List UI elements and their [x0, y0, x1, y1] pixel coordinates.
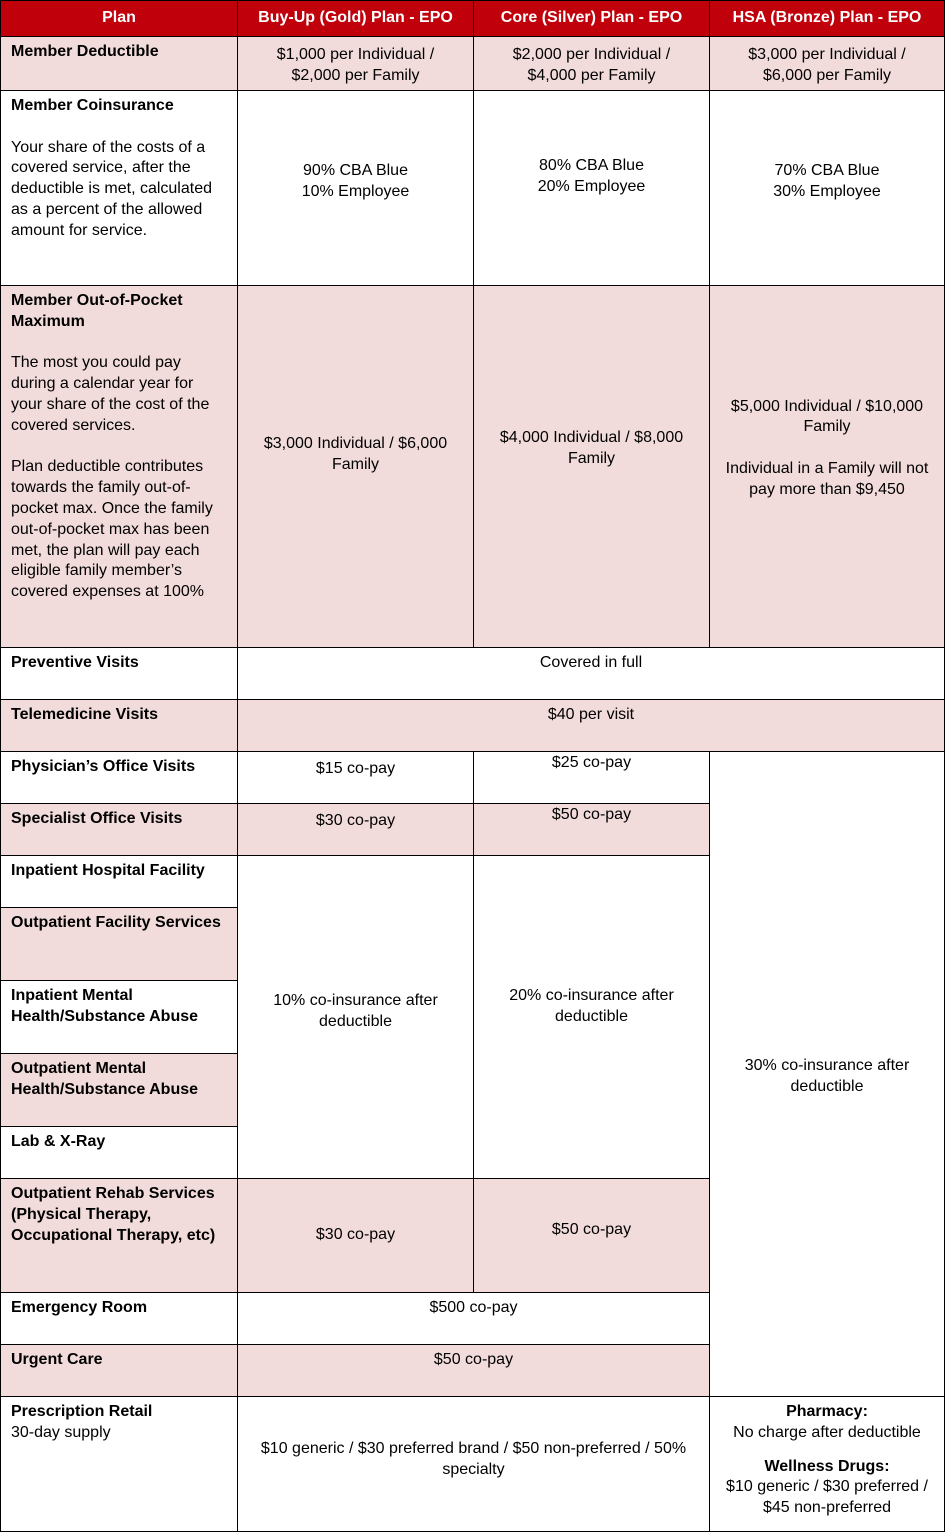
coinsurance-silver: 80% CBA Blue 20% Employee — [473, 90, 710, 286]
row-label-deductible: Member Deductible — [0, 36, 238, 91]
wellness-drugs-title: Wellness Drugs: — [764, 1457, 890, 1475]
header-bronze-plan: HSA (Bronze) Plan - EPO — [709, 0, 945, 37]
prescription-title: Prescription Retail — [11, 1403, 153, 1420]
coinsurance-bronze: 70% CBA Blue 30% Employee — [709, 90, 945, 286]
row-label-outpatient-mental-health: Outpatient Mental Health/Substance Abuse — [0, 1053, 238, 1127]
header-silver-plan: Core (Silver) Plan - EPO — [473, 0, 710, 37]
prescription-bronze — [709, 1396, 945, 1532]
oop-description-1: The most you could pay during a calendar year for your share of the cost of the covered services. — [11, 354, 210, 434]
specialist-silver: $50 co-pay — [473, 803, 710, 856]
telemedicine-all-plans: $40 per visit — [237, 699, 945, 752]
row-label-inpatient-mental-health: Inpatient Mental Health/Substance Abuse — [0, 980, 238, 1054]
coinsurance-title: Member Coinsurance — [11, 97, 174, 114]
row-label-coinsurance — [0, 90, 238, 286]
pharmacy-title: Pharmacy: — [786, 1403, 868, 1420]
rehab-silver: $50 co-pay — [473, 1178, 710, 1293]
row-label-outpatient-facility: Outpatient Facility Services — [0, 907, 238, 981]
oop-bronze — [709, 285, 945, 648]
row-label-emergency-room: Emergency Room — [0, 1292, 238, 1345]
bronze-group-coinsurance: 30% co-insurance after deductible — [709, 751, 945, 1397]
pharmacy-text: No charge after deductible — [733, 1423, 921, 1441]
row-label-specialist: Specialist Office Visits — [0, 803, 238, 856]
row-label-urgent-care: Urgent Care — [0, 1344, 238, 1397]
row-label-telemedicine: Telemedicine Visits — [0, 699, 238, 752]
header-gold-plan: Buy-Up (Gold) Plan - EPO — [237, 0, 474, 37]
oop-bronze-family-note: Individual in a Family will not pay more than $9,450 — [725, 459, 929, 498]
emergency-room-gold-silver: $500 co-pay — [237, 1292, 710, 1345]
deductible-gold: $1,000 per Individual / $2,000 per Family — [237, 36, 474, 91]
facility-group-silver: 20% co-insurance after deductible — [473, 855, 710, 1179]
row-label-lab-xray: Lab & X-Ray — [0, 1126, 238, 1179]
row-label-outpatient-rehab: Outpatient Rehab Services (Physical Therapy, Occupational Therapy, etc) — [0, 1178, 238, 1293]
prescription-subtitle: 30-day supply — [11, 1423, 111, 1441]
coinsurance-gold: 90% CBA Blue 10% Employee — [237, 90, 474, 286]
physician-silver: $25 co-pay — [473, 751, 710, 804]
deductible-silver: $2,000 per Individual / $4,000 per Family — [473, 36, 710, 91]
header-plan: Plan — [0, 0, 238, 37]
oop-bronze-limit: $5,000 Individual / $10,000 Family — [730, 397, 924, 436]
wellness-drugs-text: $10 generic / $30 preferred / $45 non-preferred — [726, 1478, 928, 1517]
facility-group-gold: 10% co-insurance after deductible — [237, 855, 474, 1179]
preventive-all-plans: Covered in full — [237, 647, 945, 700]
rehab-gold: $30 co-pay — [237, 1178, 474, 1293]
physician-gold: $15 co-pay — [237, 751, 474, 804]
urgent-care-gold-silver: $50 co-pay — [237, 1344, 710, 1397]
oop-description-2: Plan deductible contributes towards the family out-of-pocket max. Once the family out-of-pocket max has been met, the plan will pay each eligible family member’s covered expenses at 100% — [11, 458, 213, 601]
prescription-gold-silver: $10 generic / $30 preferred brand / $50 non-preferred / 50% specialty — [237, 1396, 710, 1532]
coinsurance-description: Your share of the costs of a covered service, after the deductible is met, calculated as a percent of the allowed amount for service. — [11, 138, 212, 239]
row-label-prescription — [0, 1396, 238, 1532]
specialist-gold: $30 co-pay — [237, 803, 474, 856]
deductible-bronze: $3,000 per Individual / $6,000 per Family — [709, 36, 945, 91]
oop-silver: $4,000 Individual / $8,000 Family — [473, 285, 710, 648]
oop-title: Member Out-of-Pocket Maximum — [11, 292, 183, 330]
row-label-preventive: Preventive Visits — [0, 647, 238, 700]
row-label-physician: Physician’s Office Visits — [0, 751, 238, 804]
oop-gold: $3,000 Individual / $6,000 Family — [237, 285, 474, 648]
row-label-out-of-pocket — [0, 285, 238, 648]
row-label-inpatient-hospital: Inpatient Hospital Facility — [0, 855, 238, 908]
